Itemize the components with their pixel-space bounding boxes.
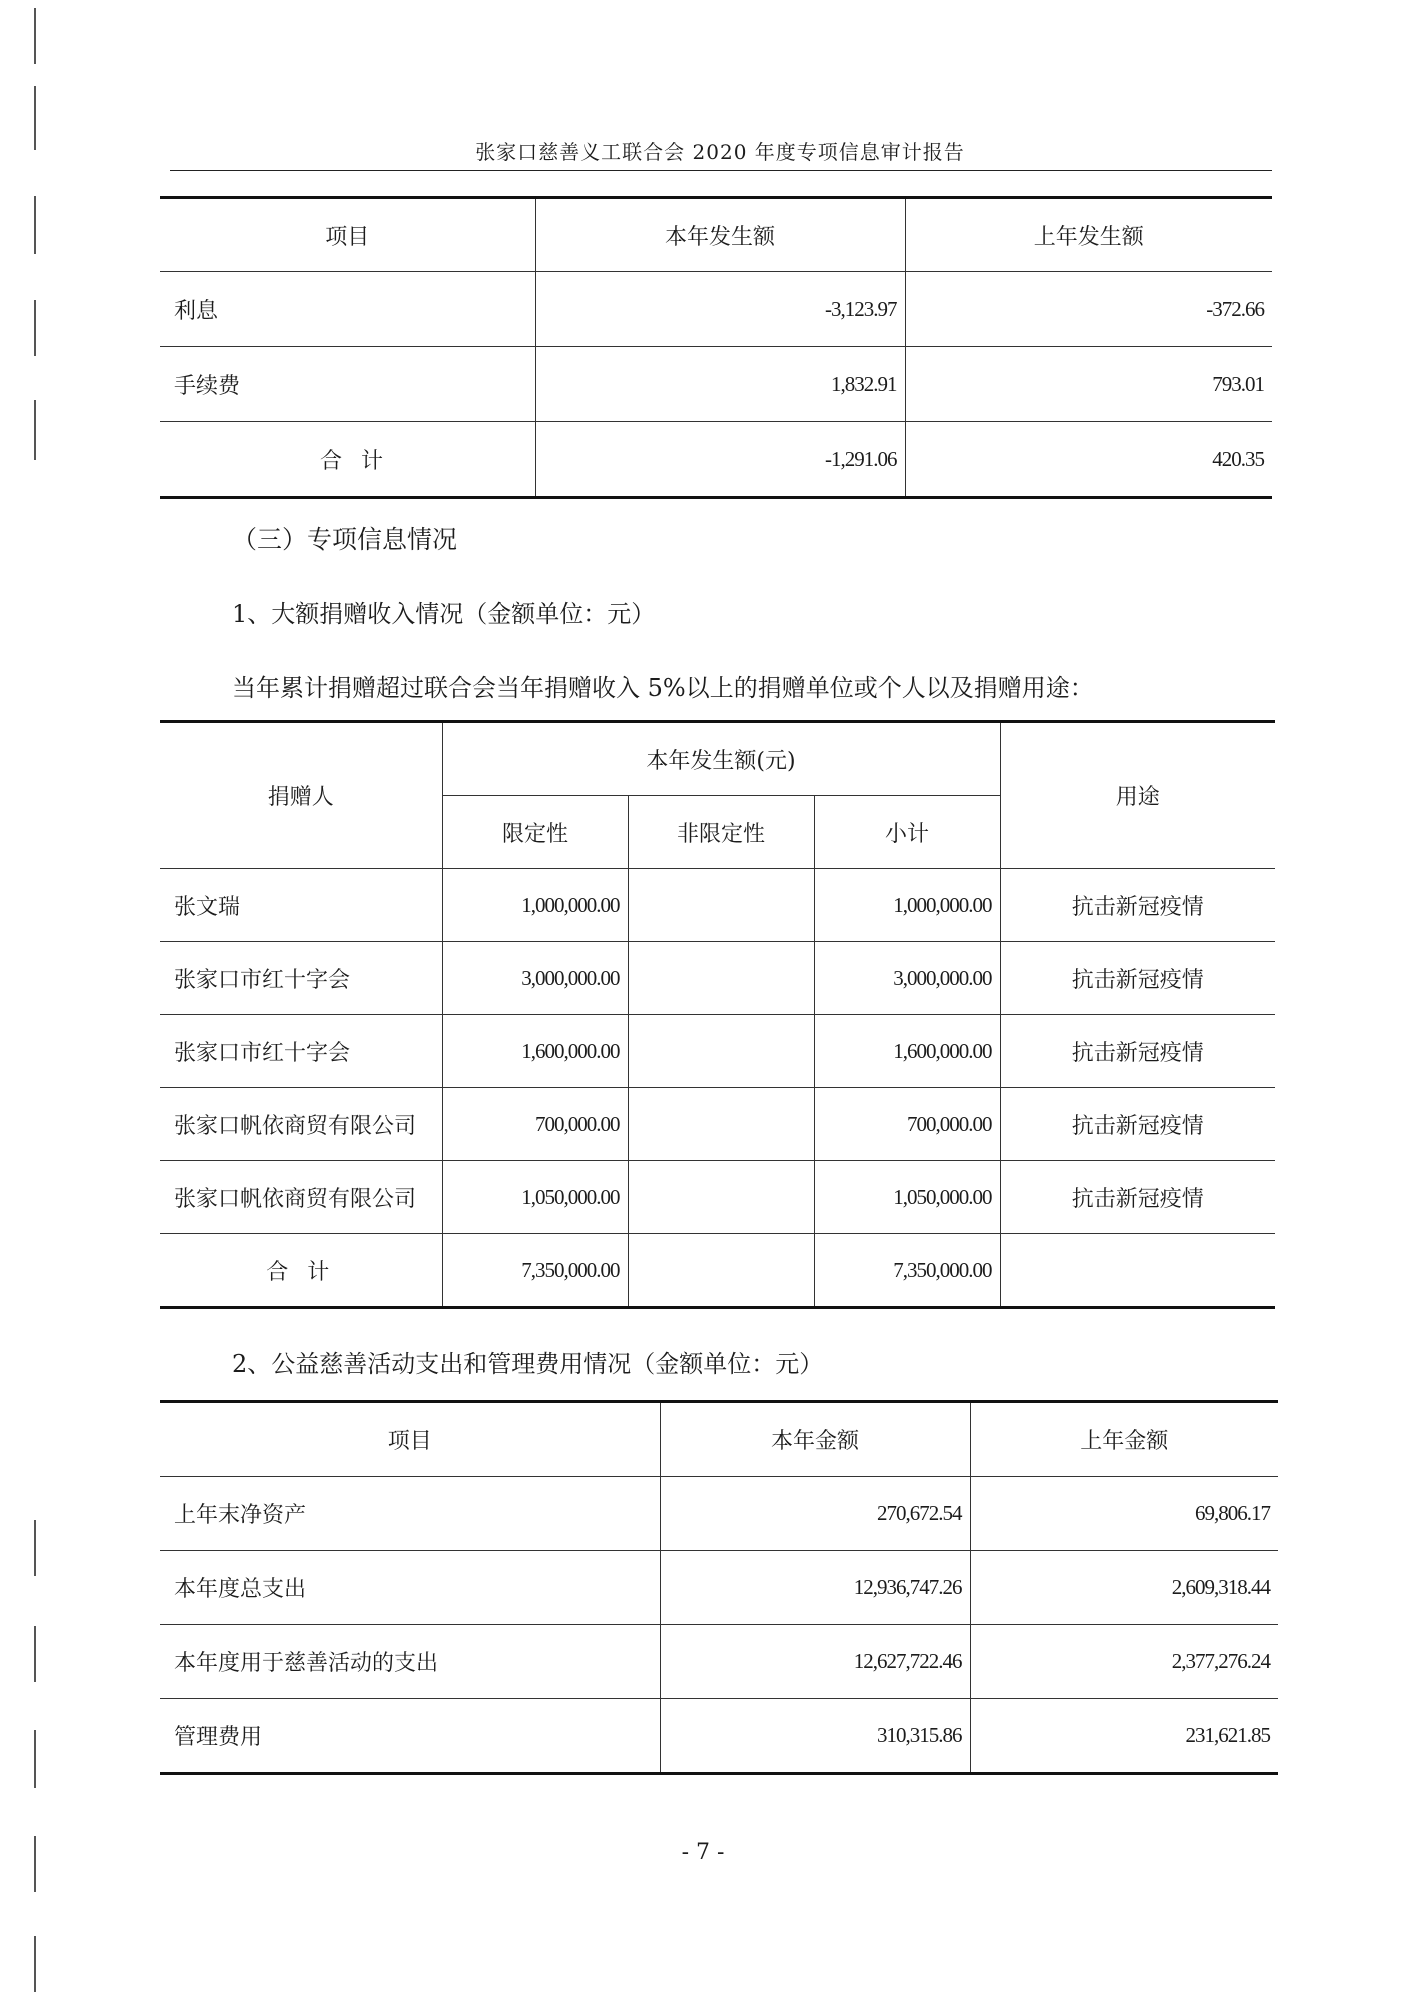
unrestricted-amount xyxy=(628,1161,814,1234)
column-header: 项目 xyxy=(160,1402,660,1477)
table-row xyxy=(160,347,1272,422)
donation-purpose: 抗击新冠疫情 xyxy=(1000,1088,1275,1161)
table-header-row xyxy=(160,198,1272,272)
interest-fee-table xyxy=(160,196,1272,499)
column-header: 限定性 xyxy=(442,796,628,869)
previous-amount: 69,806.17 xyxy=(970,1477,1278,1551)
restricted-amount: 1,600,000.00 xyxy=(442,1015,628,1088)
binding-mark xyxy=(34,1626,36,1682)
donation-purpose: 抗击新冠疫情 xyxy=(1000,869,1275,942)
current-amount: 270,672.54 xyxy=(660,1477,970,1551)
binding-mark xyxy=(34,1520,36,1576)
current-amount: -3,123.97 xyxy=(535,272,905,347)
subtotal-amount: 1,600,000.00 xyxy=(814,1015,1000,1088)
binding-mark xyxy=(34,196,36,254)
column-header: 上年发生额 xyxy=(905,198,1272,272)
row-label: 利息 xyxy=(160,272,535,347)
total-label: 合 计 xyxy=(160,422,535,498)
table-row xyxy=(160,1551,1278,1625)
unrestricted-amount xyxy=(628,942,814,1015)
purpose-total xyxy=(1000,1234,1275,1308)
binding-mark xyxy=(34,1730,36,1788)
expenditure-table xyxy=(160,1400,1278,1775)
binding-mark xyxy=(34,8,36,64)
unrestricted-amount xyxy=(628,1088,814,1161)
subtotal-amount: 700,000.00 xyxy=(814,1088,1000,1161)
previous-amount: 793.01 xyxy=(905,347,1272,422)
donation-purpose: 抗击新冠疫情 xyxy=(1000,942,1275,1015)
column-header: 项目 xyxy=(160,198,535,272)
binding-mark xyxy=(34,1936,36,1992)
amount-header: 本年发生额(元) xyxy=(442,722,1000,796)
subtotal-amount: 1,050,000.00 xyxy=(814,1161,1000,1234)
total-row xyxy=(160,1234,1275,1308)
subtotal-amount: 3,000,000.00 xyxy=(814,942,1000,1015)
previous-amount: 2,609,318.44 xyxy=(970,1551,1278,1625)
current-amount: 310,315.86 xyxy=(660,1699,970,1774)
unrestricted-total xyxy=(628,1234,814,1308)
donation-table xyxy=(160,720,1275,1309)
column-header: 上年金额 xyxy=(970,1402,1278,1477)
row-label: 本年度总支出 xyxy=(160,1551,660,1625)
unrestricted-amount xyxy=(628,1015,814,1088)
subtotal-total: 7,350,000.00 xyxy=(814,1234,1000,1308)
table-header-row xyxy=(160,1402,1278,1477)
table-row xyxy=(160,1699,1278,1774)
donor-name: 张文瑞 xyxy=(160,869,442,942)
item2-title: 2、公益慈善活动支出和管理费用情况（金额单位：元） xyxy=(232,1350,824,1378)
table-row xyxy=(160,869,1275,942)
purpose-header: 用途 xyxy=(1000,722,1275,869)
donor-header: 捐赠人 xyxy=(160,722,442,869)
restricted-amount: 700,000.00 xyxy=(442,1088,628,1161)
binding-mark xyxy=(34,86,36,150)
total-label: 合 计 xyxy=(160,1234,442,1308)
restricted-amount: 1,050,000.00 xyxy=(442,1161,628,1234)
column-header: 本年发生额 xyxy=(535,198,905,272)
report-header: 张家口慈善义工联合会 2020 年度专项信息审计报告 xyxy=(475,140,965,164)
restricted-total: 7,350,000.00 xyxy=(442,1234,628,1308)
table-row xyxy=(160,1161,1275,1234)
donation-purpose: 抗击新冠疫情 xyxy=(1000,1161,1275,1234)
current-amount: 12,627,722.46 xyxy=(660,1625,970,1699)
row-label: 本年度用于慈善活动的支出 xyxy=(160,1625,660,1699)
table-row xyxy=(160,1015,1275,1088)
previous-amount: 2,377,276.24 xyxy=(970,1625,1278,1699)
header-rule xyxy=(170,170,1272,171)
donor-name: 张家口市红十字会 xyxy=(160,1015,442,1088)
current-total: -1,291.06 xyxy=(535,422,905,498)
table-row xyxy=(160,272,1272,347)
previous-total: 420.35 xyxy=(905,422,1272,498)
previous-amount: -372.66 xyxy=(905,272,1272,347)
donor-name: 张家口帆依商贸有限公司 xyxy=(160,1161,442,1234)
subtotal-amount: 1,000,000.00 xyxy=(814,869,1000,942)
binding-mark xyxy=(34,400,36,460)
restricted-amount: 1,000,000.00 xyxy=(442,869,628,942)
page-number: - 7 - xyxy=(681,1840,725,1865)
current-amount: 12,936,747.26 xyxy=(660,1551,970,1625)
item1-description: 当年累计捐赠超过联合会当年捐赠收入 5%以上的捐赠单位或个人以及捐赠用途： xyxy=(232,674,1094,702)
donor-name: 张家口市红十字会 xyxy=(160,942,442,1015)
row-label: 手续费 xyxy=(160,347,535,422)
donor-name: 张家口帆依商贸有限公司 xyxy=(160,1088,442,1161)
section-heading: （三）专项信息情况 xyxy=(232,525,458,554)
restricted-amount: 3,000,000.00 xyxy=(442,942,628,1015)
table-row xyxy=(160,1477,1278,1551)
binding-mark xyxy=(34,300,36,356)
column-header: 小计 xyxy=(814,796,1000,869)
table-row xyxy=(160,1088,1275,1161)
item1-title: 1、大额捐赠收入情况（金额单位：元） xyxy=(232,600,656,628)
unrestricted-amount xyxy=(628,869,814,942)
current-amount: 1,832.91 xyxy=(535,347,905,422)
table-header-row xyxy=(160,722,1275,796)
row-label: 上年末净资产 xyxy=(160,1477,660,1551)
table-row xyxy=(160,1625,1278,1699)
previous-amount: 231,621.85 xyxy=(970,1699,1278,1774)
row-label: 管理费用 xyxy=(160,1699,660,1774)
donation-purpose: 抗击新冠疫情 xyxy=(1000,1015,1275,1088)
total-row xyxy=(160,422,1272,498)
column-header: 非限定性 xyxy=(628,796,814,869)
table-row xyxy=(160,942,1275,1015)
column-header: 本年金额 xyxy=(660,1402,970,1477)
